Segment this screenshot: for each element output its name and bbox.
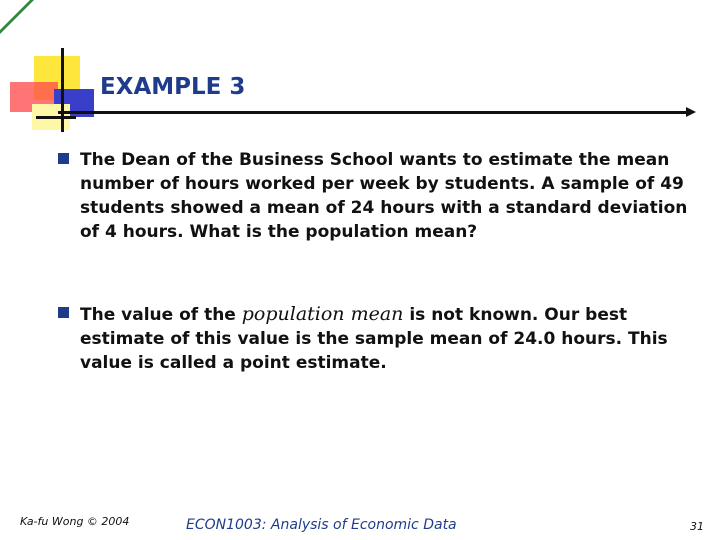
square-bullet-icon xyxy=(58,153,69,164)
emphasis-population-mean: population mean xyxy=(241,303,404,325)
bullet-text-2-after: is not known. Our best estimate of this value is the sample mean of 24.0 hours. This value is called a point estimate. xyxy=(80,305,668,373)
bullet-text-2-before: The value of the xyxy=(80,305,242,325)
slide-title: EXAMPLE 3 xyxy=(100,74,246,100)
corner-triangle-inner xyxy=(0,0,30,30)
footer-author: Ka-fu Wong © 2004 xyxy=(20,515,130,528)
bullet-item-2 xyxy=(58,302,688,375)
decor-short-line xyxy=(36,116,76,119)
square-bullet-icon xyxy=(58,307,69,318)
title-underline-arrow xyxy=(58,111,690,114)
page-number: 31 xyxy=(690,520,704,533)
bullet-text-1: The Dean of the Business School wants to estimate the mean number of hours worked per week by students. A sample of 49 students showed a mean of 24 hours with a standard deviation of 4 hours. What is the population mean? xyxy=(80,150,688,242)
arrow-head-icon xyxy=(686,107,696,117)
decor-vertical-line xyxy=(61,48,64,132)
bullet-text-2 xyxy=(80,302,688,375)
bullet-item-1 xyxy=(58,148,688,244)
footer-course: ECON1003: Analysis of Economic Data xyxy=(186,517,457,533)
